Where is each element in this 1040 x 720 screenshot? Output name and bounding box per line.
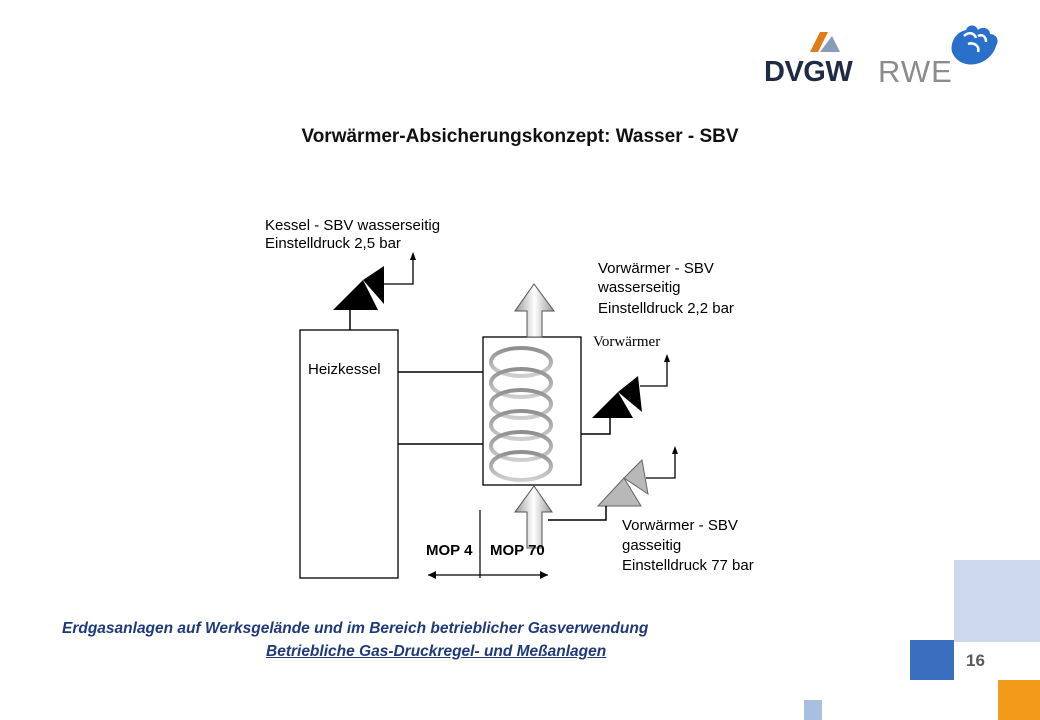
vorwaermer-sbv-gas-line3: Einstelldruck 77 bar — [622, 557, 754, 574]
vorwaermer-sbv-water-line1: Vorwärmer - SBV — [598, 260, 714, 277]
vorwaermer-sbv-water-line2: wasserseitig — [598, 279, 681, 296]
vorwaermer-sbv-gas-line1: Vorwärmer - SBV — [622, 517, 738, 534]
footer-subtitle: Betriebliche Gas-Druckregel- und Meßanlagen — [266, 643, 607, 660]
dvgw-logo: DVGW — [764, 56, 853, 88]
deco-square-small — [804, 700, 822, 720]
deco-square-blue — [910, 640, 954, 680]
vorwaermer-sbv-water-valve-icon — [581, 354, 670, 434]
mop-left-label: MOP 4 — [426, 542, 473, 559]
vorwaermer-label: Vorwärmer — [593, 334, 661, 350]
heizkessel-label: Heizkessel — [308, 361, 381, 378]
kessel-sbv-line2: Einstelldruck 2,5 bar — [265, 235, 401, 252]
deco-square-light-large — [954, 560, 1040, 642]
vorwaermer-sbv-water-line3: Einstelldruck 2,2 bar — [598, 300, 734, 317]
deco-square-orange — [998, 680, 1040, 720]
mop-right-label: MOP 70 — [490, 542, 545, 559]
gas-inlet-arrow-icon — [515, 486, 552, 548]
slide-title: Vorwärmer-Absicherungskonzept: Wasser - SBV — [301, 126, 739, 147]
gas-outlet-arrow-icon — [515, 284, 554, 337]
kessel-sbv-line1: Kessel - SBV wasserseitig — [265, 217, 441, 234]
kessel-sbv-valve-icon — [333, 252, 416, 330]
mop-arrow-right-icon — [540, 571, 548, 579]
footer-title: Erdgasanlagen auf Werksgelände und im Bereich betrieblicher Gasverwendung — [62, 620, 649, 637]
mop-arrow-left-icon — [428, 571, 436, 579]
rwe-logo: RWE — [878, 54, 953, 89]
page-number: 16 — [966, 651, 985, 670]
vorwaermer-sbv-gas-line2: gasseitig — [622, 537, 682, 554]
